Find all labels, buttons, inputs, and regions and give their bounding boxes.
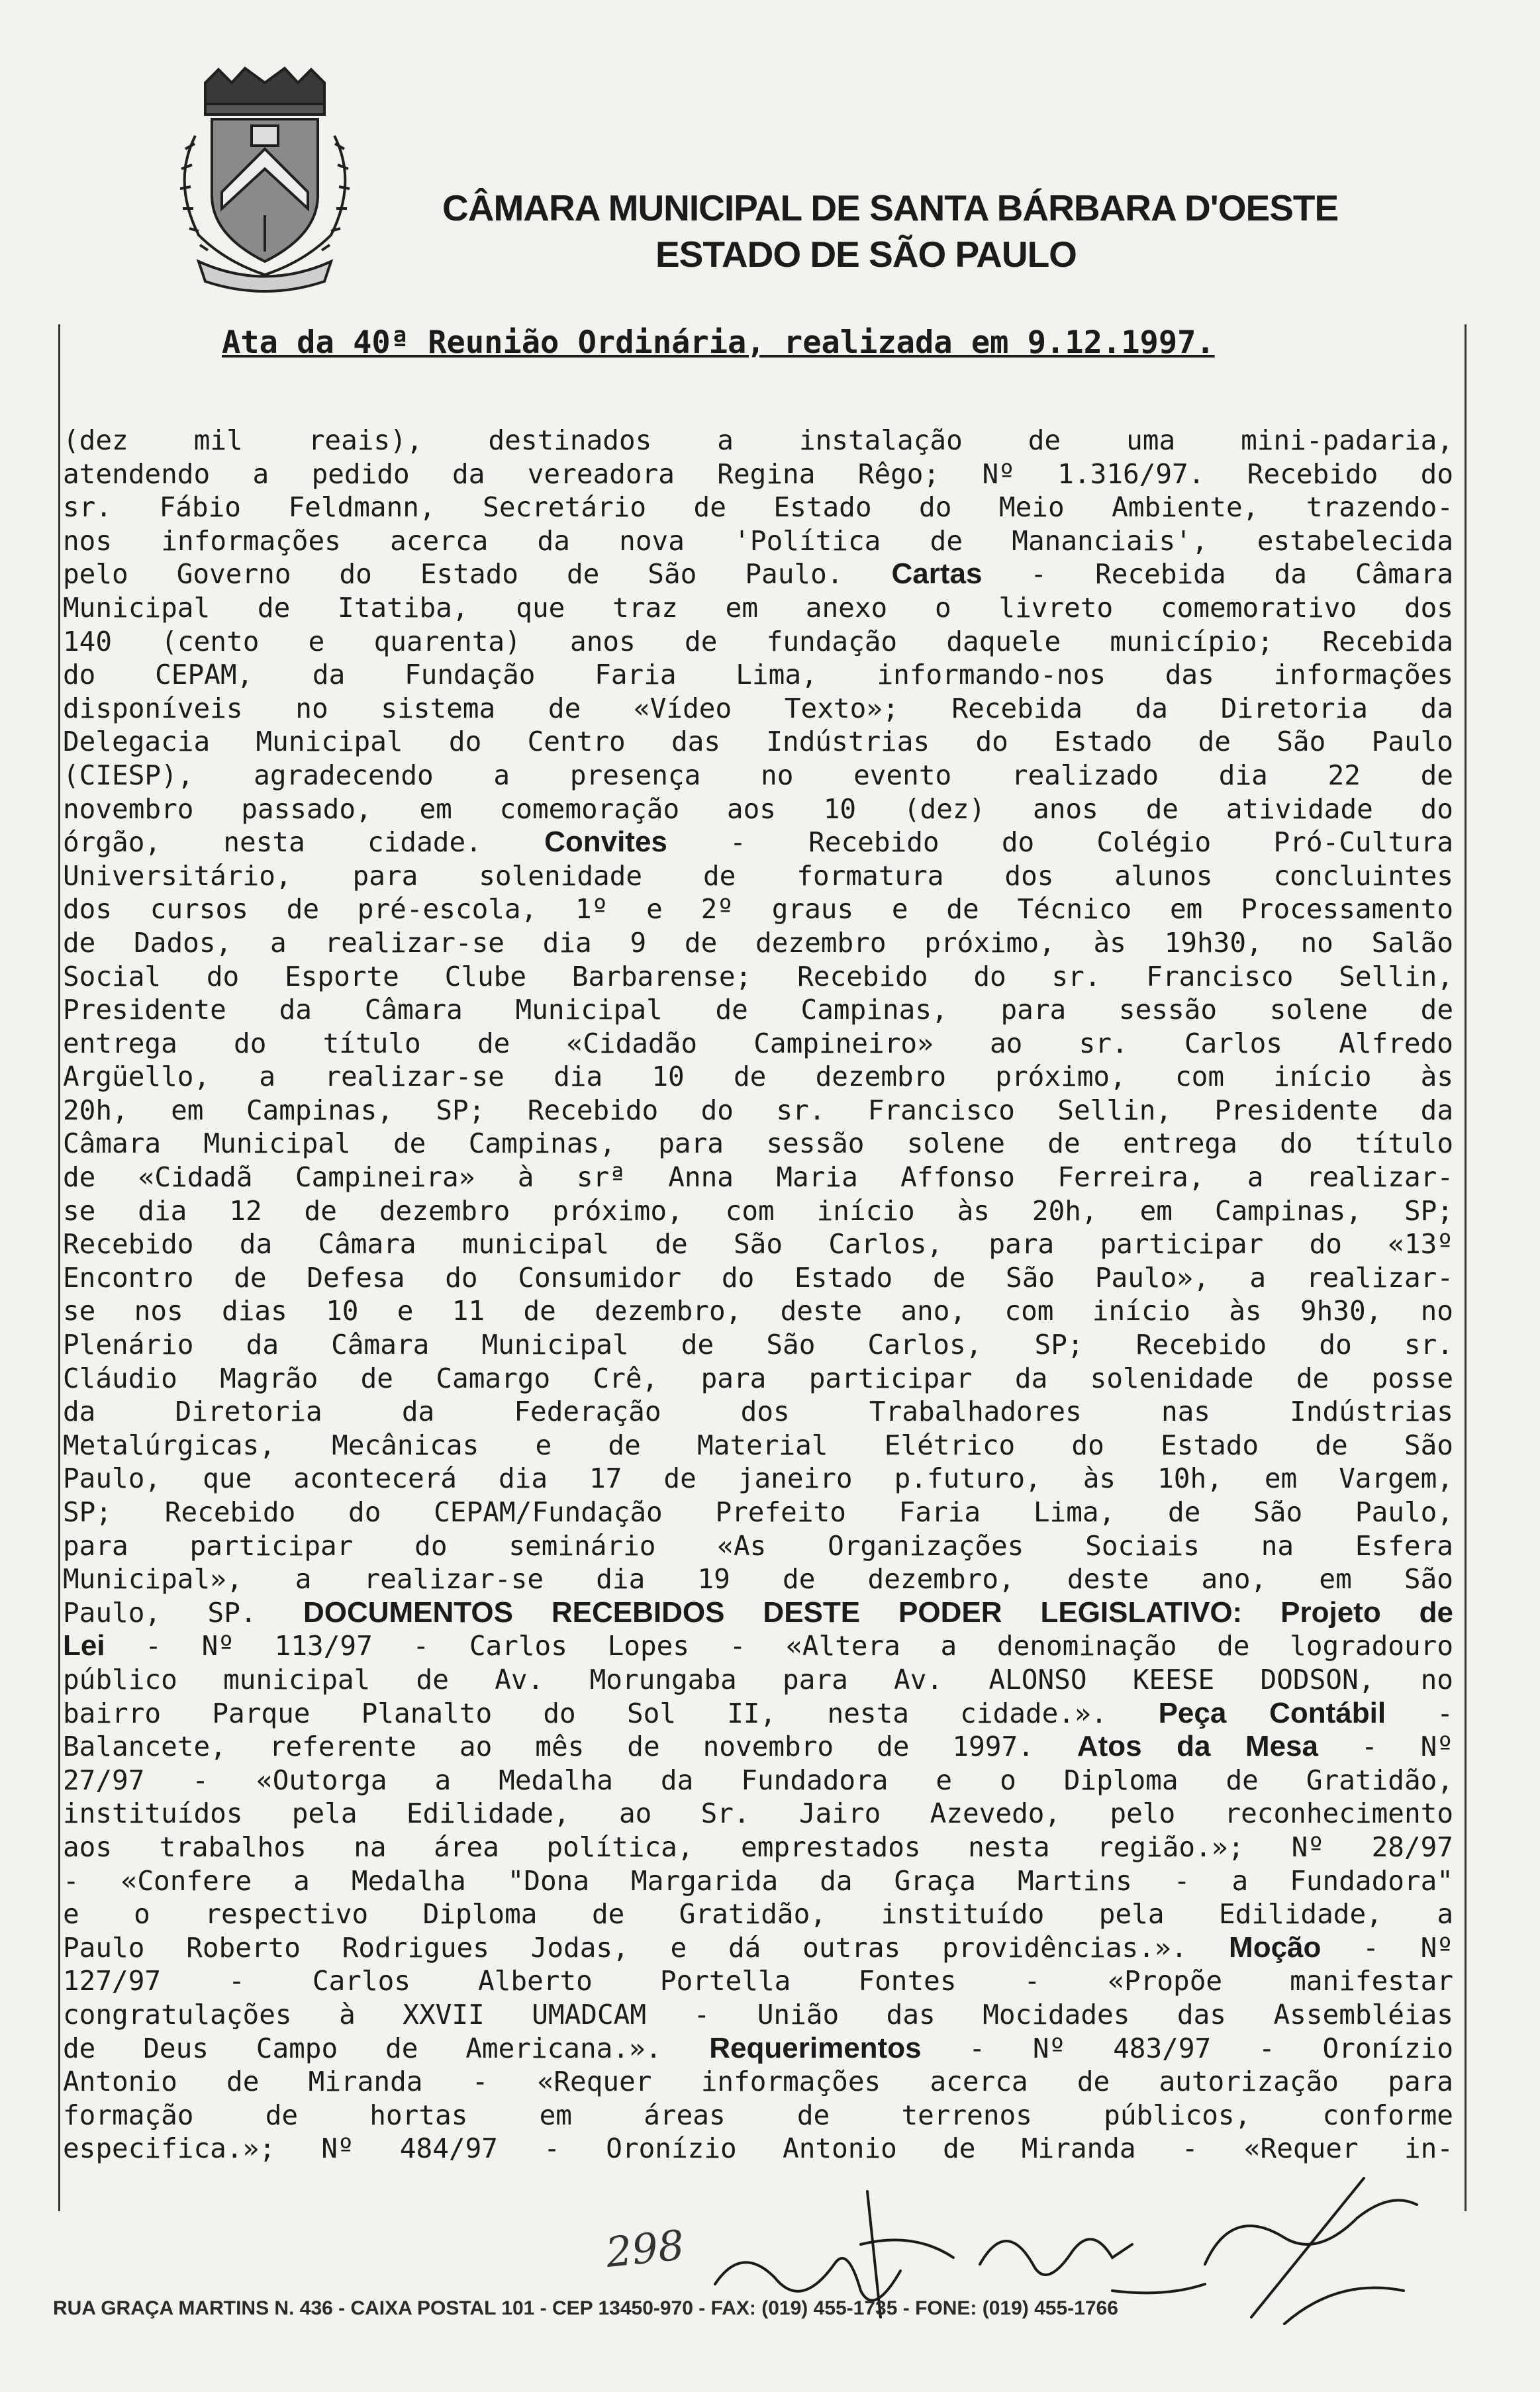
body-line: (CIESP), agradecendo a presença no evento realizado dia 22 de [63,759,1453,791]
right-margin-rule [1465,324,1467,2211]
body-line: formação de hortas em áreas de terrenos públicos, conforme [63,2099,1453,2131]
body-line: Recebido da Câmara municipal de São Carlos, para participar do «13º [63,1228,1453,1261]
body-line: Antonio de Miranda - «Requer informações acerca de autorização para [63,2066,1453,2098]
bold-heading: DOCUMENTOS RECEBIDOS DESTE PODER LEGISLATIVO: Projeto de [303,1596,1453,1629]
bold-heading: Atos da Mesa [1077,1730,1319,1763]
body-line: de Deus Campo de Americana.». Requerimentos - Nº 483/97 - Oronízio [63,2031,1453,2064]
municipal-coat-of-arms-icon [159,63,371,301]
body-line: 140 (cento e quarenta) anos de fundação daquele município; Recebida [63,625,1453,657]
body-line: especifica.»; Nº 484/97 - Oronízio Antonio de Miranda - «Requer in- [63,2132,1453,2165]
body-line: do CEPAM, da Fundação Faria Lima, informando-nos das informações [63,659,1453,691]
body-line: bairro Parque Planalto do Sol II, nesta cidade.». Peça Contábil - [63,1696,1453,1729]
handwritten-page-number: 298 [603,2221,687,2277]
body-line: Câmara Municipal de Campinas, para sessão solene de entrega do título [63,1127,1453,1160]
body-line: atendendo a pedido da vereadora Regina Rêgo; Nº 1.316/97. Recebido do [63,457,1453,490]
body-line: Argüello, a realizar-se dia 10 de dezembro próximo, com início às [63,1061,1453,1093]
state-name: ESTADO DE SÃO PAULO [655,234,1077,275]
body-line: Presidente da Câmara Municipal de Campinas, para sessão solene de [63,994,1453,1026]
body-line: órgão, nesta cidade. Convites - Recebido do Colégio Pró-Cultura [63,826,1453,859]
body-line: dos cursos de pré-escola, 1º e 2º graus e de Técnico em Processamento [63,893,1453,926]
body-line: instituídos pela Edilidade, ao Sr. Jairo Azevedo, pelo reconhecimento [63,1797,1453,1830]
body-line: 127/97 - Carlos Alberto Portella Fontes - «Propõe manifestar [63,1965,1453,1997]
body-line: 27/97 - «Outorga a Medalha da Fundadora e o Diploma de Gratidão, [63,1764,1453,1796]
minutes-title: Ata da 40ª Reunião Ordinária, realizada em 9.12.1997. [222,324,1215,361]
body-line: Paulo, SP. DOCUMENTOS RECEBIDOS DESTE PODER LEGISLATIVO: Projeto de [63,1596,1453,1629]
body-line: Municipal de Itatiba, que traz em anexo o livreto comemorativo dos [63,591,1453,624]
bold-heading: Lei [63,1629,105,1662]
body-line: Lei - Nº 113/97 - Carlos Lopes - «Altera a denominação de logradouro [63,1629,1453,1662]
body-line: (dez mil reais), destinados a instalação de uma mini-padaria, [63,424,1453,456]
left-margin-rule [58,324,60,2211]
body-line: se nos dias 10 e 11 de dezembro, deste ano, com início às 9h30, no [63,1295,1453,1327]
body-line: Delegacia Municipal do Centro das Indústrias do Estado de São Paulo [63,726,1453,758]
body-line: Municipal», a realizar-se dia 19 de dezembro, deste ano, em São [63,1563,1453,1596]
body-line: Social do Esporte Clube Barbarense; Recebido do sr. Francisco Sellin, [63,960,1453,992]
body-line: Encontro de Defesa do Consumidor do Estado de São Paulo», a realizar- [63,1261,1453,1294]
body-line: - «Confere a Medalha "Dona Margarida da Graça Martins - a Fundadora" [63,1864,1453,1897]
institution-name: CÂMARA MUNICIPAL DE SANTA BÁRBARA D'OESTE [442,187,1339,228]
body-line: nos informações acerca da nova 'Política de Mananciais', estabelecida [63,524,1453,557]
body-line: da Diretoria da Federação dos Trabalhadores nas Indústrias [63,1396,1453,1428]
bold-heading: Moção [1229,1931,1322,1964]
bold-heading: Cartas [891,557,983,591]
body-line: disponíveis no sistema de «Vídeo Texto»; Recebida da Diretoria da [63,692,1453,724]
body-line: Metalúrgicas, Mecânicas e de Material Elétrico do Estado de São [63,1429,1453,1461]
bold-heading: Requerimentos [709,2031,922,2064]
body-line: aos trabalhos na área política, emprestados nesta região.»; Nº 28/97 [63,1831,1453,1863]
bold-heading: Peça Contábil [1158,1696,1386,1729]
body-line: de Dados, a realizar-se dia 9 de dezembro próximo, às 19h30, no Salão [63,926,1453,959]
body-line: de «Cidadã Campineira» à srª Anna Maria Affonso Ferreira, a realizar- [63,1161,1453,1194]
minutes-body [63,424,1453,2166]
body-line: público municipal de Av. Morungaba para Av. ALONSO KEESE DODSON, no [63,1663,1453,1696]
body-line: para participar do seminário «As Organizações Sociais na Esfera [63,1529,1453,1562]
body-line: SP; Recebido do CEPAM/Fundação Prefeito Faria Lima, de São Paulo, [63,1496,1453,1528]
body-line: congratulações à XXVII UMADCAM - União das Mocidades das Assembléias [63,1998,1453,2031]
body-line: 20h, em Campinas, SP; Recebido do sr. Francisco Sellin, Presidente da [63,1094,1453,1126]
body-line: entrega do título de «Cidadão Campineiro» ao sr. Carlos Alfredo [63,1027,1453,1059]
body-line: Universitário, para solenidade de formatura dos alunos concluintes [63,859,1453,892]
page-footer-address: RUA GRAÇA MARTINS N. 436 - CAIXA POSTAL 101 - CEP 13450-970 - FAX: (019) 455-1735 - FONE: (019) 455-1766 [53,2297,1118,2319]
body-line: e o respectivo Diploma de Gratidão, instituído pela Edilidade, a [63,1898,1453,1931]
body-line: pelo Governo do Estado de São Paulo. Cartas - Recebida da Câmara [63,557,1453,591]
body-line: se dia 12 de dezembro próximo, com início às 20h, em Campinas, SP; [63,1194,1453,1227]
body-line: Paulo Roberto Rodrigues Jodas, e dá outras providências.». Moção - Nº [63,1931,1453,1964]
body-line: Plenário da Câmara Municipal de São Carlos, SP; Recebido do sr. [63,1329,1453,1361]
body-line: Balancete, referente ao mês de novembro de 1997. Atos da Mesa - Nº [63,1730,1453,1763]
body-line: Paulo, que acontecerá dia 17 de janeiro p.futuro, às 10h, em Vargem, [63,1462,1453,1495]
body-line: Cláudio Magrão de Camargo Crê, para participar da solenidade de posse [63,1362,1453,1394]
bold-heading: Convites [544,826,667,859]
body-line: sr. Fábio Feldmann, Secretário de Estado do Meio Ambiente, trazendo- [63,491,1453,524]
body-line: novembro passado, em comemoração aos 10 (dez) anos de atividade do [63,792,1453,825]
